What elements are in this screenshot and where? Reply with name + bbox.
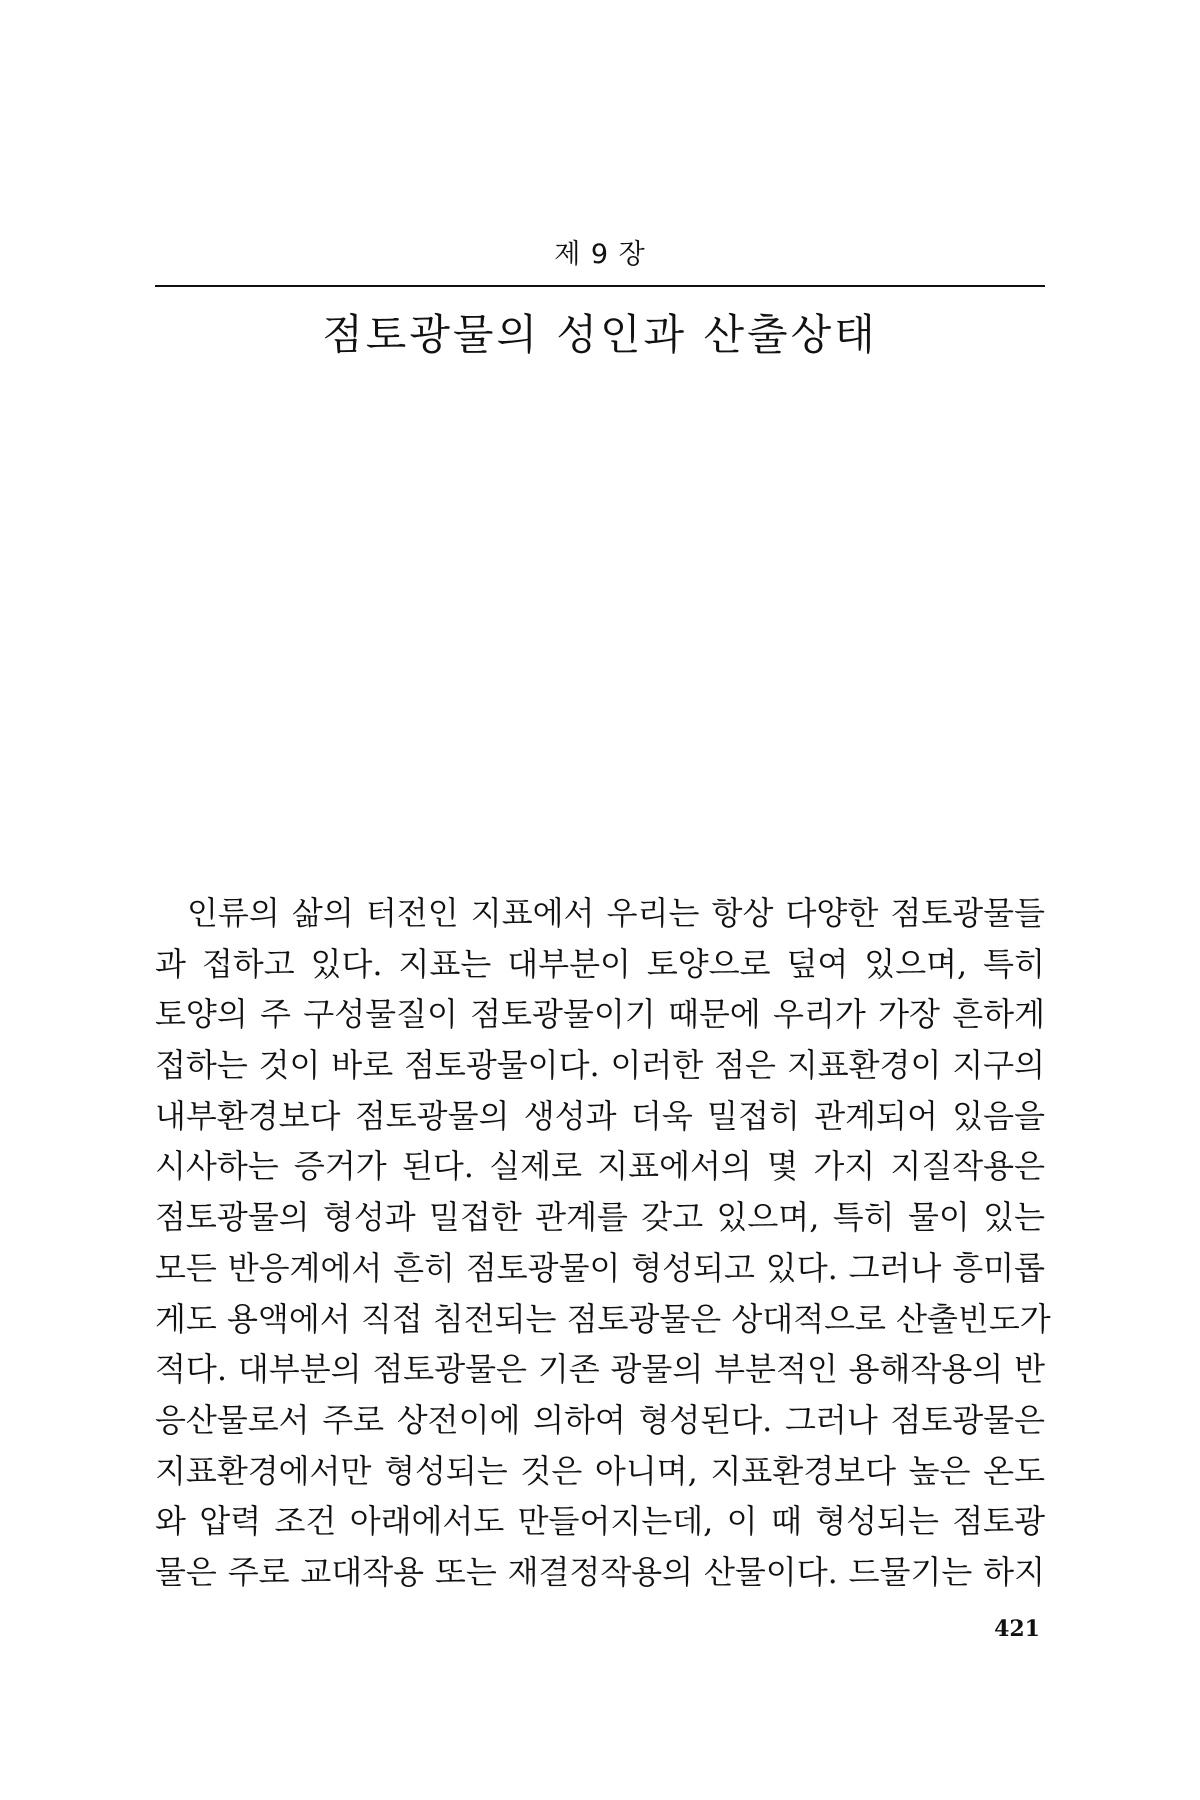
body-paragraph [155,888,1051,1598]
text-line: 점토광물의 형성과 밀접한 관계를 갖고 있으며, 특히 물이 있는 [155,1198,1045,1237]
text-line: 모든 반응계에서 흔히 점토광물이 형성되고 있다. 그러나 흥미롭 [155,1248,1045,1287]
chapter-label: 제 9 장 [554,239,646,270]
text-line: 물은 주로 교대작용 또는 재결정작용의 산물이다. 드물기는 하지 [155,1552,1045,1591]
text-line: 적다. 대부분의 점토광물은 기존 광물의 부분적인 용해작용의 반 [155,1350,1045,1389]
text-line: 시사하는 증거가 된다. 실제로 지표에서의 몇 가지 지질작용은 [155,1147,1045,1186]
text-line: 와 압력 조건 아래에서도 만들어지는데, 이 때 형성되는 점토광 [155,1502,1045,1541]
text-line: 접하는 것이 바로 점토광물이다. 이러한 점은 지표환경이 지구의 [155,1046,1045,1085]
text-line: 응산물로서 주로 상전이에 의하여 형성된다. 그러나 점토광물은 [155,1400,1045,1439]
text-line: 지표환경에서만 형성되는 것은 아니며, 지표환경보다 높은 온도 [155,1451,1045,1490]
text-line: 인류의 삶의 터전인 지표에서 우리는 항상 다양한 점토광물들 [187,894,1045,932]
chapter-title: 점토광물의 성인과 산출상태 [322,310,878,359]
page-number: 421 [994,1616,1040,1642]
text-line: 내부환경보다 점토광물의 생성과 더욱 밀접히 관계되어 있음을 [155,1096,1045,1135]
text-line: 게도 용액에서 직접 침전되는 점토광물은 상대적으로 산출빈도가 [155,1299,1051,1338]
text-line: 과 접하고 있다. 지표는 대부분이 토양으로 덮여 있으며, 특히 [155,944,1045,983]
text-line: 토양의 주 구성물질이 점토광물이기 때문에 우리가 가장 흔하게 [155,995,1045,1034]
chapter-divider [155,285,1045,287]
